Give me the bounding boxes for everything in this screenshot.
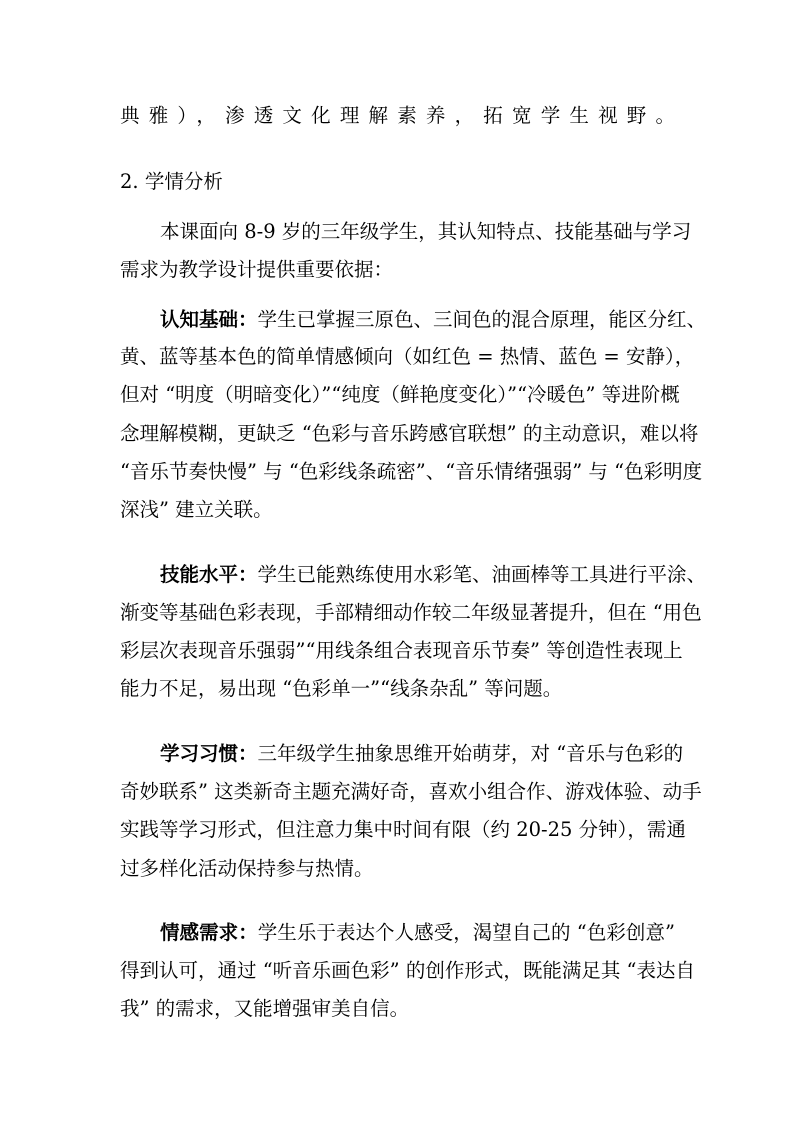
paragraph-3-line-4: 过多样化活动保持参与热情。 xyxy=(120,857,374,880)
paragraph-4-line-3: 我” 的需求，又能增强审美自信。 xyxy=(120,997,410,1020)
intro-tail-span: 典雅），渗透文化理解素养，拓宽学生视野。 xyxy=(120,104,675,127)
paragraph-3-line-1 xyxy=(160,740,684,768)
paragraph-3-heading: 学习习惯： xyxy=(160,742,258,765)
section-number: 2. xyxy=(120,170,139,193)
paragraph-2-heading: 技能水平： xyxy=(160,563,258,586)
paragraph-1-heading: 认知基础： xyxy=(160,308,258,331)
lead-line-2: 需求为教学设计提供重要依据： xyxy=(120,258,394,281)
paragraph-1-line-6: 深浅” 建立关联。 xyxy=(120,498,273,521)
paragraph-2-text: 学生已能熟练使用水彩笔、油画棒等工具进行平涂、 xyxy=(257,563,707,586)
paragraph-3-text: 三年级学生抽象思维开始萌芽，对 “音乐与色彩的 xyxy=(257,742,684,765)
paragraph-2-line-2: 渐变等基础色彩表现，手部精细动作较二年级显著提升，但在 “用色 xyxy=(120,601,702,624)
paragraph-4-line-1 xyxy=(160,919,675,947)
paragraph-3-line-2: 奇妙联系” 这类新奇主题充满好奇，喜欢小组合作、游戏体验、动手 xyxy=(120,780,702,803)
paragraph-2-line-4: 能力不足，易出现 “色彩单一”“线条杂乱” 等问题。 xyxy=(120,677,563,700)
paragraph-4-line-2: 得到认可，通过 “听音乐画色彩” 的创作形式，既能满足其 “表达自 xyxy=(120,959,696,982)
paragraph-4-heading: 情感需求： xyxy=(160,921,258,944)
paragraph-1-text: 学生已掌握三原色、三间色的混合原理，能区分红、 xyxy=(257,308,707,331)
paragraph-1-line-2: 黄、蓝等基本色的简单情感倾向（如红色 = 热情、蓝色 = 安静）， xyxy=(120,345,695,368)
paragraph-1-line-3: 但对 “明度（明暗变化）”“纯度（鲜艳度变化）”“冷暖色” 等进阶概 xyxy=(120,383,680,406)
paragraph-4-text: 学生乐于表达个人感受，渴望自己的 “色彩创意” xyxy=(257,921,675,944)
section-title: 学情分析 xyxy=(144,170,223,193)
paragraph-3-line-3: 实践等学习形式，但注意力集中时间有限（约 20-25 分钟），需通 xyxy=(120,818,686,841)
paragraph-2-line-3: 彩层次表现音乐强弱”“用线条组合表现音乐节奏” 等创造性表现上 xyxy=(120,639,683,662)
paragraph-2-line-1 xyxy=(160,561,707,589)
section-heading xyxy=(120,168,223,196)
lead-line-1: 本课面向 8-9 岁的三年级学生，其认知特点、技能基础与学习 xyxy=(160,220,692,243)
paragraph-1-line-1 xyxy=(160,306,707,334)
intro-tail-text xyxy=(120,102,675,130)
paragraph-1-line-5: “音乐节奏快慢” 与 “色彩线条疏密”、“音乐情绪强弱” 与 “色彩明度 xyxy=(120,460,703,483)
paragraph-1-line-4: 念理解模糊，更缺乏 “色彩与音乐跨感官联想” 的主动意识，难以将 xyxy=(120,422,699,445)
